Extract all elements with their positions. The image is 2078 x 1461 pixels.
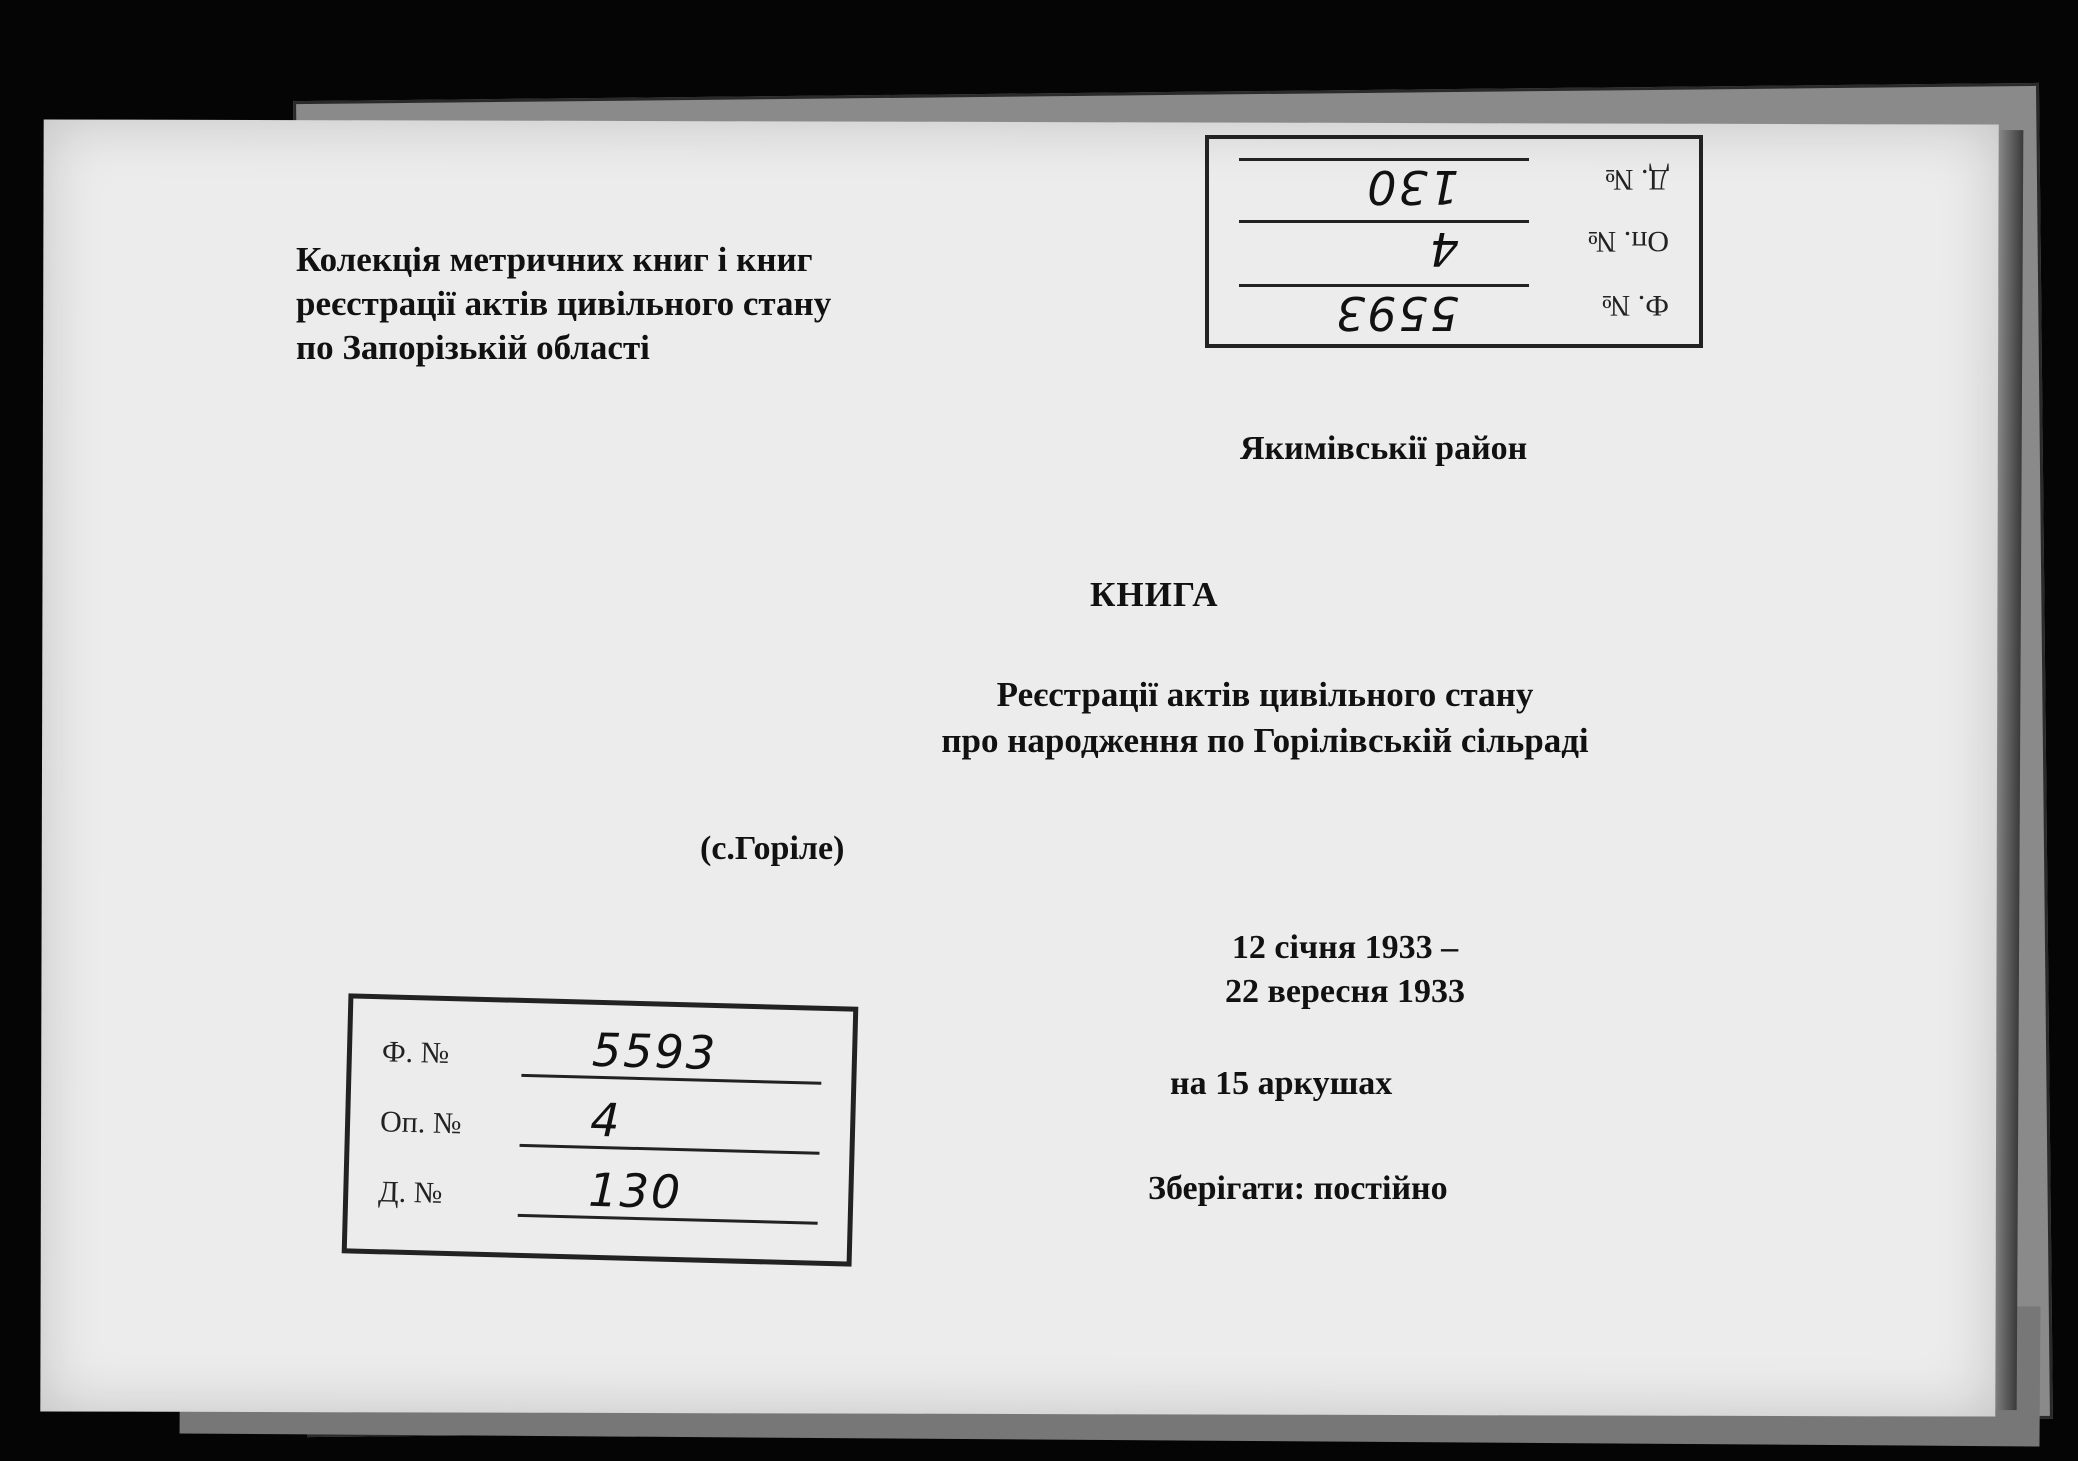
stamp-label: Оп. № bbox=[1587, 225, 1669, 258]
stamp-handwritten-value: 130 bbox=[587, 1162, 683, 1220]
stamp-handwritten-value: 4 bbox=[589, 1092, 623, 1148]
stamp-row-fond bbox=[1229, 278, 1679, 338]
stamp-handwritten-value: 5593 bbox=[591, 1022, 718, 1081]
stamp-handwritten-value: 130 bbox=[1365, 160, 1459, 214]
collection-line: реєстрації актів цивільного стану bbox=[296, 284, 832, 323]
collection-heading bbox=[296, 238, 831, 370]
book-subtitle bbox=[700, 672, 1830, 764]
date-end: 22 вересня 1933 bbox=[1225, 973, 1465, 1010]
book-title: КНИГА bbox=[1090, 575, 1219, 614]
stamp-line bbox=[520, 1144, 820, 1155]
date-start: 12 січня 1933 – bbox=[1231, 929, 1459, 966]
stamp-row-opys bbox=[369, 1089, 830, 1161]
subtitle-line: про народження по Горілівській сільраді bbox=[941, 721, 1589, 760]
stamp-line bbox=[1239, 220, 1529, 223]
archive-stamp bbox=[342, 993, 859, 1266]
stamp-label: Ф. № bbox=[381, 1035, 450, 1071]
archive-stamp-inverted bbox=[1205, 135, 1703, 348]
stamp-row-sprava bbox=[1229, 152, 1679, 212]
stamp-label: Оп. № bbox=[379, 1105, 462, 1141]
stamp-label: Д. № bbox=[1604, 163, 1669, 196]
stamp-handwritten-value: 5593 bbox=[1333, 286, 1459, 340]
collection-line: по Запорізькій області bbox=[296, 328, 650, 367]
collection-line: Колекція метричних книг і книг bbox=[296, 240, 813, 279]
subtitle-line: Реєстрації актів цивільного стану bbox=[996, 675, 1534, 714]
district-label: Якимівськії район bbox=[1240, 430, 1528, 467]
stamp-row-fond bbox=[371, 1019, 832, 1091]
stamp-label: Д. № bbox=[377, 1175, 443, 1210]
date-range bbox=[1180, 926, 1510, 1014]
stamp-row-sprava bbox=[368, 1159, 829, 1231]
stamp-handwritten-value: 4 bbox=[1427, 222, 1459, 276]
retention-note: Зберігати: постійно bbox=[1148, 1170, 1448, 1207]
stamp-label: Ф. № bbox=[1601, 289, 1669, 322]
stamp-row-opys bbox=[1229, 214, 1679, 274]
sheet-count: на 15 аркушах bbox=[1170, 1065, 1393, 1102]
village-name: (с.Горіле) bbox=[700, 830, 845, 867]
